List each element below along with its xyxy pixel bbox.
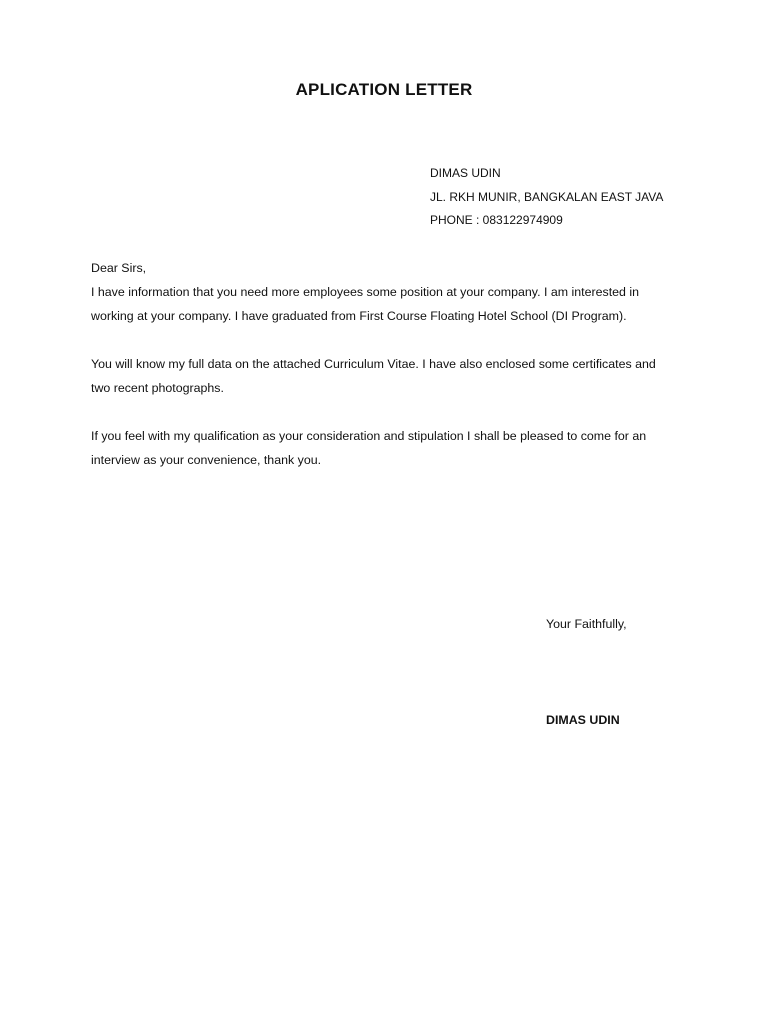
letter-title: APLICATION LETTER <box>295 80 473 99</box>
paragraph-2: You will know my full data on the attached Curriculum Vitae. I have also enclosed some certificates and two recent photographs. <box>91 357 656 395</box>
paragraph-spacer <box>91 400 671 424</box>
closing-phrase: Your Faithfully, <box>546 617 627 631</box>
sender-block <box>430 162 663 233</box>
salutation: Dear Sirs, <box>91 261 147 275</box>
sender-address: JL. RKH MUNIR, BANGKALAN EAST JAVA <box>430 189 664 204</box>
sender-phone: PHONE : 083122974909 <box>430 213 563 227</box>
letter-body <box>91 256 671 472</box>
signature-name: DIMAS UDIN <box>546 713 620 727</box>
sender-name: DIMAS UDIN <box>430 166 501 180</box>
paragraph-spacer <box>91 328 671 352</box>
paragraph-3: If you feel with my qualification as your consideration and stipulation I shall be pleased to come for an interview as your convenience, thank you. <box>91 429 647 467</box>
paragraph-1: I have information that you need more employees some position at your company. I am interested in working at your company. I have graduated from First Course Floating Hotel School (DI Program). <box>91 285 640 323</box>
